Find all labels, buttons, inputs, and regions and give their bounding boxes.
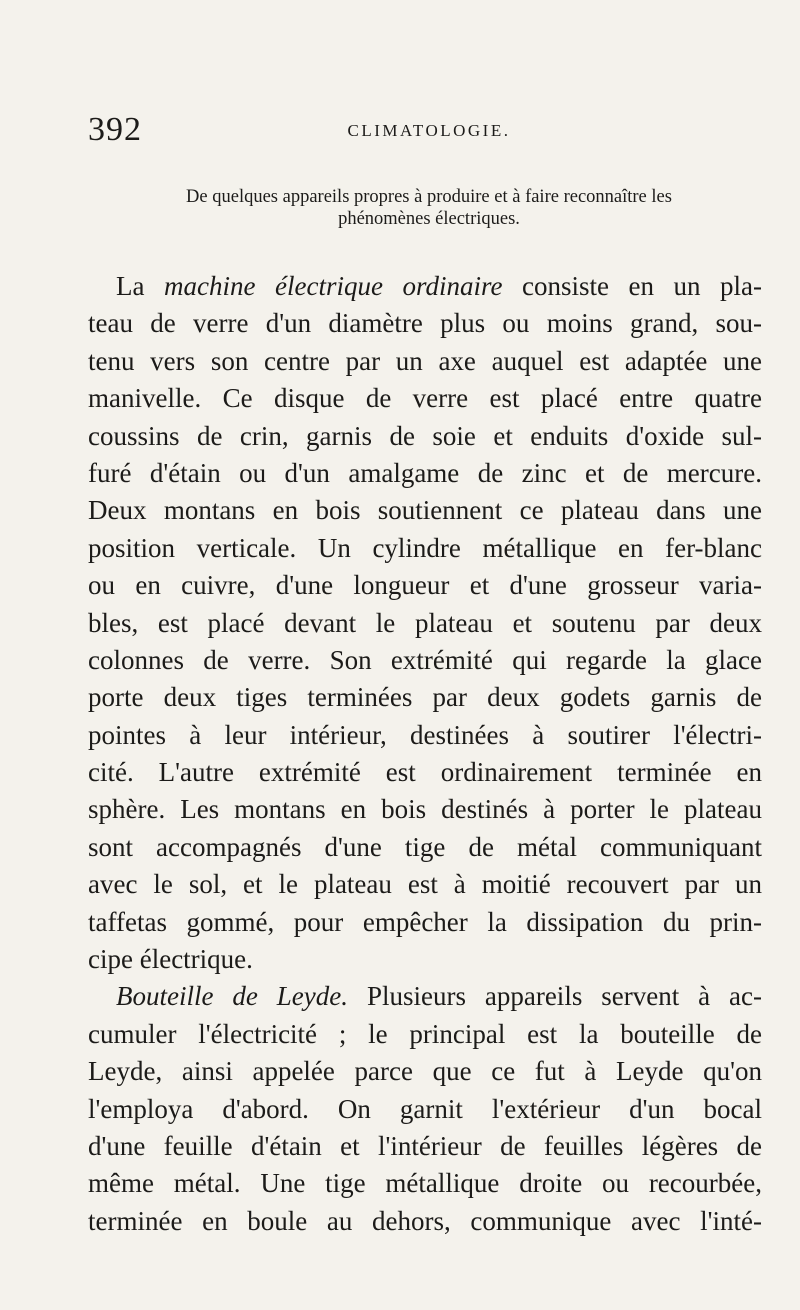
text-line: cipe électrique. — [88, 944, 253, 975]
text-line: porte deux tiges terminées par deux godets garnis de — [88, 682, 762, 713]
section-title-line-1: De quelques appareils propres à produire et à faire reconnaître les — [186, 187, 672, 207]
section-title — [88, 186, 770, 230]
italic-term: Bouteille de Leyde. — [116, 981, 349, 1012]
body-text — [88, 268, 762, 1240]
text-line — [88, 268, 762, 305]
text-line: avec le sol, et le plateau est à moitié recouvert par un — [88, 869, 762, 900]
text-line: furé d'étain ou d'un amalgame de zinc et de mercure. — [88, 457, 762, 488]
text-run: consiste en un pla- — [502, 271, 762, 301]
page-header — [88, 112, 770, 148]
text-line: sphère. Les montans en bois destinés à porter le plateau — [88, 794, 762, 825]
text-line: position verticale. Un cylindre métallique en fer-blanc — [88, 532, 762, 563]
text-line: tenu vers son centre par un axe auquel est adaptée une — [88, 345, 762, 376]
text-line: teau de verre d'un diamètre plus ou moins grand, sou- — [88, 308, 762, 339]
text-line: sont accompagnés d'une tige de métal communiquant — [88, 831, 762, 862]
text-line: bles, est placé devant le plateau et soutenu par deux — [88, 607, 762, 638]
text-line: ou en cuivre, d'une longueur et d'une grosseur varia- — [88, 570, 762, 601]
text-line: manivelle. Ce disque de verre est placé entre quatre — [88, 383, 762, 414]
text-line: cité. L'autre extrémité est ordinairement terminée en — [88, 757, 762, 788]
paragraph-bouteille-de-leyde — [88, 978, 762, 1240]
italic-term: machine électrique ordinaire — [164, 271, 503, 301]
text-line: l'employa d'abord. On garnit l'extérieur d'un bocal — [88, 1093, 762, 1124]
page-number: 392 — [88, 111, 142, 148]
text-run: Plusieurs appareils servent à ac- — [348, 981, 762, 1012]
text-line: coussins de crin, garnis de soie et enduits d'oxide sul- — [88, 420, 762, 451]
text-line: cumuler l'électricité ; le principal est la bouteille de — [88, 1018, 762, 1049]
text-line: terminée en boule au dehors, communique avec l'inté- — [88, 1205, 762, 1236]
running-head: CLIMATOLOGIE. — [347, 121, 511, 140]
text-line — [88, 978, 762, 1015]
text-line: pointes à leur intérieur, destinées à soutirer l'électri- — [88, 719, 762, 750]
text-line: taffetas gommé, pour empêcher la dissipation du prin- — [88, 906, 762, 937]
text-line: Leyde, ainsi appelée parce que ce fut à Leyde qu'on — [88, 1056, 762, 1087]
text-run: La — [116, 271, 164, 301]
text-line: Deux montans en bois soutiennent ce plateau dans une — [88, 495, 762, 526]
text-line: même métal. Une tige métallique droite ou recourbée, — [88, 1168, 762, 1199]
text-line: d'une feuille d'étain et l'intérieur de feuilles légères de — [88, 1130, 762, 1161]
section-title-line-2: phénomènes électriques. — [338, 209, 520, 229]
text-line: colonnes de verre. Son extrémité qui regarde la glace — [88, 644, 762, 675]
paragraph-machine-electrique — [88, 268, 762, 978]
